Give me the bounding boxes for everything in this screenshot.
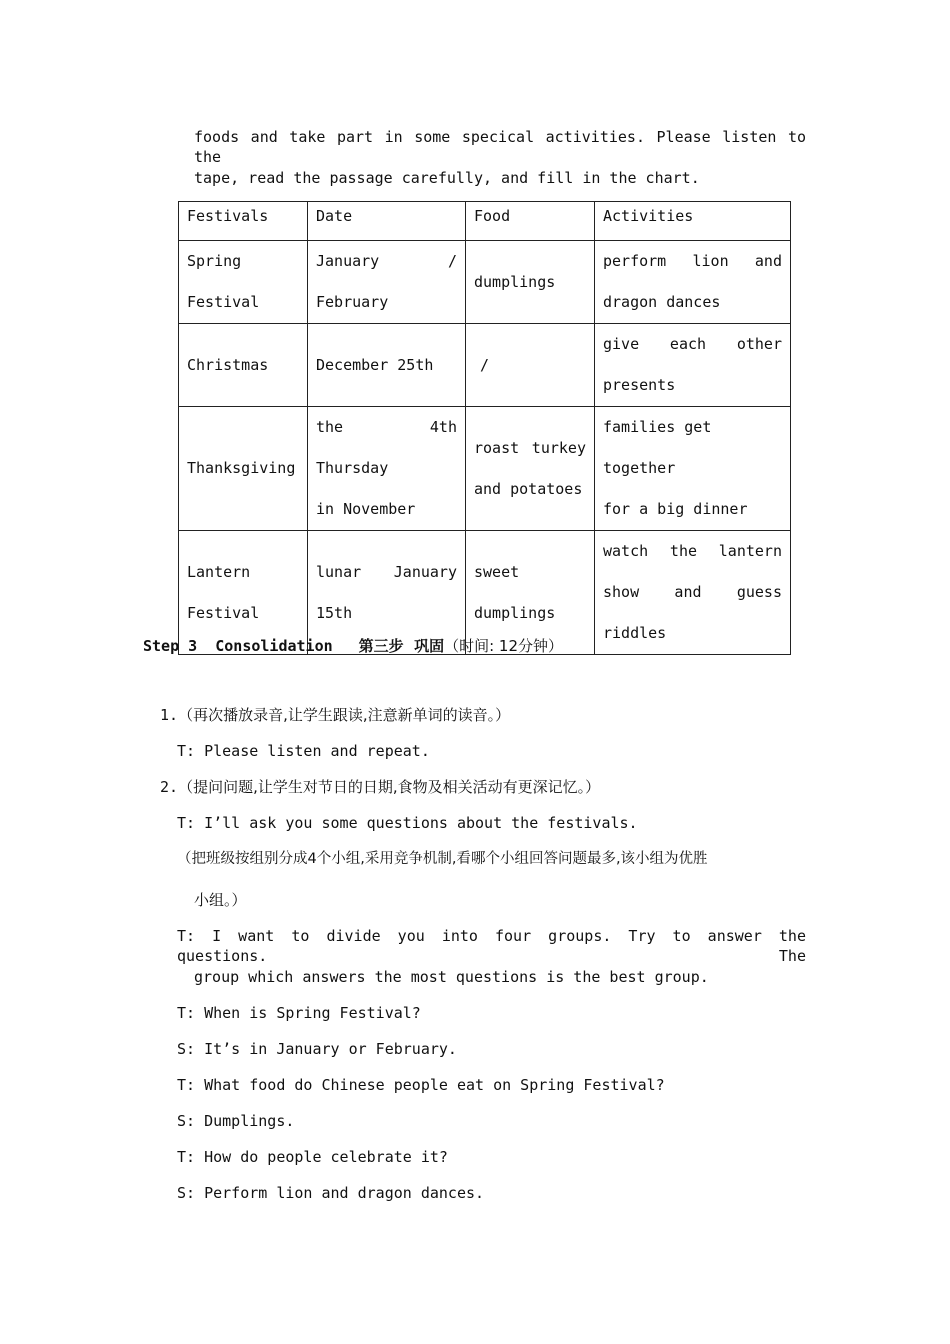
food-line-2: and potatoes	[474, 479, 583, 498]
activity-line-2: for a big dinner	[603, 500, 748, 518]
date-slash: /	[447, 252, 457, 270]
item-note: （提问问题,让学生对节日的日期,食物及相关活动有更深记忆。）	[178, 778, 601, 796]
item-2-heading	[160, 777, 600, 797]
festival-name-1: Lantern	[187, 562, 251, 581]
item-1-teacher-line: T: Please listen and repeat.	[177, 742, 430, 760]
date-cell	[308, 241, 466, 324]
activity-line-1: perform lion and	[603, 252, 782, 270]
activities-cell	[595, 531, 791, 655]
festival-cell: Christmas	[179, 324, 308, 407]
date-line-1	[316, 241, 457, 282]
intro-line-2: tape, read the passage carefully, and fill in the chart.	[194, 169, 700, 187]
date-line-1: lunar January	[316, 562, 457, 581]
food-cell: /	[466, 324, 595, 407]
dialogue-line: T: What food do Chinese people eat on Spring Festival?	[177, 1076, 665, 1094]
festival-name-2: Festival	[187, 603, 260, 622]
festival-name-2: Festival	[187, 293, 260, 311]
item-number: 1.	[160, 706, 179, 724]
table-row	[179, 241, 791, 324]
intro-line-1: foods and take part in some specical activities. Please listen to the	[194, 128, 806, 166]
activities-cell	[595, 324, 791, 407]
festival-name-1: Spring	[187, 252, 242, 270]
activity-line-3: riddles	[603, 624, 667, 642]
festival-cell: Thanksgiving	[179, 407, 308, 531]
item-2-teacher-line-1: T: I’ll ask you some questions about the festivals.	[177, 814, 638, 832]
header-food: Food	[466, 202, 595, 241]
header-festivals: Festivals	[179, 202, 308, 241]
date-line-1: the 4th Thursday	[316, 418, 457, 477]
food-line-1: sweet	[474, 562, 520, 581]
table-row	[179, 324, 791, 407]
item-2-note-line-2: 小组。）	[194, 891, 247, 909]
activity-line-1: watch the lantern	[603, 542, 782, 560]
item-number: 2.	[160, 778, 179, 796]
dialogue-line: S: It’s in January or February.	[177, 1040, 457, 1058]
item-1-heading	[160, 705, 510, 725]
festivals-table	[178, 201, 791, 655]
dialogue-line: S: Perform lion and dragon dances.	[177, 1184, 485, 1202]
date-month-1: January	[316, 252, 380, 270]
dialogue-line: T: When is Spring Festival?	[177, 1004, 421, 1022]
food-line-2: dumplings	[474, 603, 556, 622]
dialogue-line: S: Dumplings.	[177, 1112, 295, 1130]
table-header-row	[179, 202, 791, 241]
activity-line-2: dragon dances	[603, 293, 721, 311]
header-activities: Activities	[595, 202, 791, 241]
item-2-teacher-line-2: T: I want to divide you into four groups. Try to answer the questions. The	[177, 927, 806, 965]
festival-cell	[179, 241, 308, 324]
step3-time: （时间: 12分钟）	[444, 637, 564, 655]
activity-line-1: give each other	[603, 335, 782, 353]
dialogue-line: T: How do people celebrate it?	[177, 1148, 448, 1166]
food-line-1: roast turkey	[474, 438, 586, 457]
activity-line-2: show and guess	[603, 583, 782, 601]
date-cell	[308, 407, 466, 531]
activities-cell	[595, 407, 791, 531]
food-cell	[466, 407, 595, 531]
food-cell: dumplings	[466, 241, 595, 324]
table-row	[179, 407, 791, 531]
date-cell: December 25th	[308, 324, 466, 407]
step3-heading	[143, 636, 563, 656]
item-2-note-line-1: （把班级按组别分成4个小组,采用竞争机制,看哪个小组回答问题最多,该小组为优胜	[177, 851, 708, 867]
activities-cell	[595, 241, 791, 324]
date-line-2: in November	[316, 500, 416, 518]
step3-label-en: Step 3 Consolidation	[143, 637, 333, 655]
item-2-teacher-line-3: group which answers the most questions is the best group.	[194, 968, 709, 986]
step3-label-cn: 第三步 巩固	[358, 637, 445, 655]
activity-line-1: families get together	[603, 418, 712, 477]
date-line-2: February	[316, 293, 389, 311]
date-line-2: 15th	[316, 603, 353, 622]
header-date: Date	[308, 202, 466, 241]
activity-line-2: presents	[603, 376, 676, 394]
item-note: （再次播放录音,让学生跟读,注意新单词的读音。）	[178, 706, 511, 724]
